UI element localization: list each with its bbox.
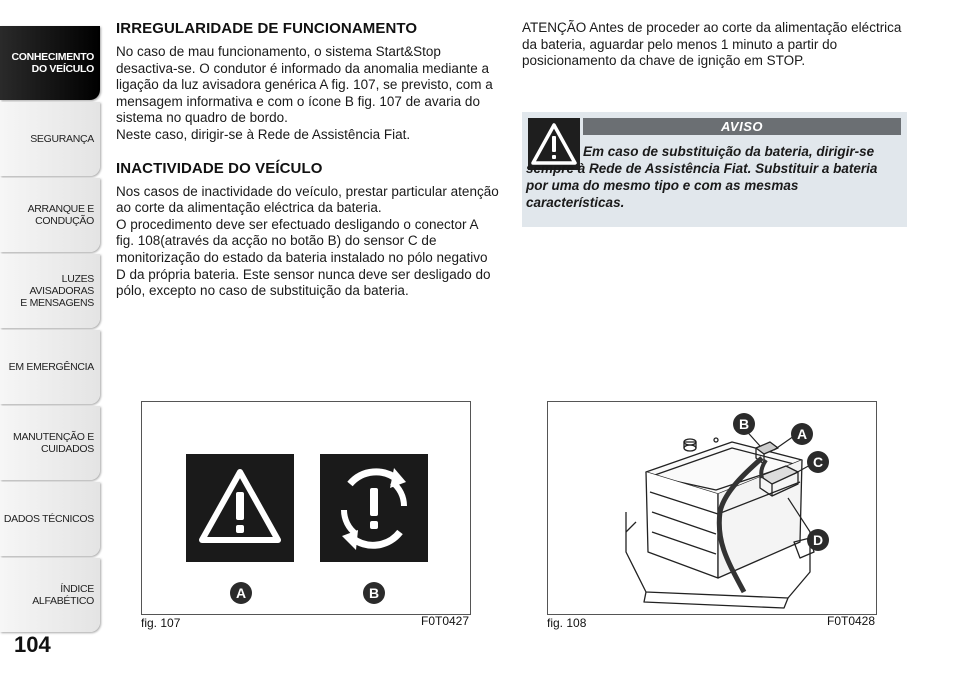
tab-indice-alfabetico[interactable] — [0, 558, 100, 632]
paragraph: Neste caso, dirigir-se à Rede de Assistência Fiat. — [116, 126, 411, 142]
tab-label: CONHECIMENTO DO VEÍCULO — [11, 51, 94, 75]
warning-heading: AVISO — [583, 118, 901, 135]
paragraph: O procedimento deve ser efectuado desligando o conector A fig. 108(através da acção no botão B) do sensor C de monitorização do estado da bateria instalado no pólo negativo D da própria bateria. Este sensor nunca deve ser desligado do pólo, excepto no caso de substituição da bateria. — [116, 216, 491, 299]
tab-luzes-avisadoras[interactable] — [0, 254, 100, 328]
tab-label: MANUTENÇÃO E CUIDADOS — [13, 431, 94, 455]
tab-label: DADOS TÉCNICOS — [3, 513, 94, 525]
tab-label: ARRANQUE E CONDUÇÃO — [27, 203, 94, 227]
attention-paragraph: ATENÇÃO Antes de proceder ao corte da alimentação eléctrica da bateria, aguardar pelo menos 1 minuto a partir do posicionamento da chave de ignição em STOP. — [522, 20, 902, 69]
warning-text: Em caso de substituição da bateria, dirigir-se sempre à Rede de Assistência Fiat. Substituir a bateria por uma do mesmo tipo e com as mesmas características. — [526, 144, 878, 210]
right-column — [522, 20, 907, 70]
label-a-badge: A — [791, 423, 813, 445]
figure-108 — [547, 401, 877, 615]
paragraph: Nos casos de inactividade do veículo, prestar particular atenção ao corte da alimentação eléctrica da bateria. — [116, 183, 499, 216]
warning-box — [522, 112, 907, 227]
figure-107-code: F0T0427 — [421, 614, 470, 628]
left-column — [116, 20, 499, 300]
tab-arranque-e-conducao[interactable] — [0, 178, 100, 252]
tab-seguranca[interactable] — [0, 102, 100, 176]
label-d-badge: D — [807, 529, 829, 551]
battery-illustration — [548, 402, 876, 614]
page-number: 104 — [14, 632, 51, 657]
tab-conhecimento-do-veiculo[interactable] — [0, 26, 100, 100]
tab-manutencao-e-cuidados[interactable] — [0, 406, 100, 480]
tab-dados-tecnicos[interactable] — [0, 482, 100, 556]
label-b-badge: B — [363, 582, 385, 604]
section-title-irregularidade: IRREGULARIDADE DE FUNCIONAMENTO — [116, 20, 418, 37]
tab-em-emergencia[interactable] — [0, 330, 100, 404]
tab-label: EM EMERGÊNCIA — [8, 361, 94, 373]
paragraph: No caso de mau funcionamento, o sistema Start&Stop desactiva-se. O condutor é informado da anomalia mediante a ligação da luz avisadora genérica A fig. 107, se previsto, com a mensagem informativa e com o ícone B fig. 107 de avaria do sistema no quadro de bordo. — [116, 44, 493, 126]
figure-107 — [141, 401, 471, 615]
figure-108-code: F0T0428 — [827, 614, 876, 628]
label-c-badge: C — [807, 451, 829, 473]
section-title-inactividade: INACTIVIDADE DO VEÍCULO — [116, 159, 323, 177]
figure-107-caption: fig. 107 — [141, 616, 181, 630]
tab-label: ÍNDICE ALFABÉTICO — [32, 583, 94, 607]
label-a-badge: A — [230, 582, 252, 604]
figure-108-caption: fig. 108 — [547, 616, 587, 630]
tab-label: SEGURANÇA — [30, 133, 94, 145]
tab-label: LUZES AVISADORAS E MENSAGENS — [20, 273, 94, 309]
general-warning-light-icon — [186, 454, 294, 562]
label-b-badge: B — [733, 413, 755, 435]
start-stop-fault-icon — [320, 454, 428, 562]
